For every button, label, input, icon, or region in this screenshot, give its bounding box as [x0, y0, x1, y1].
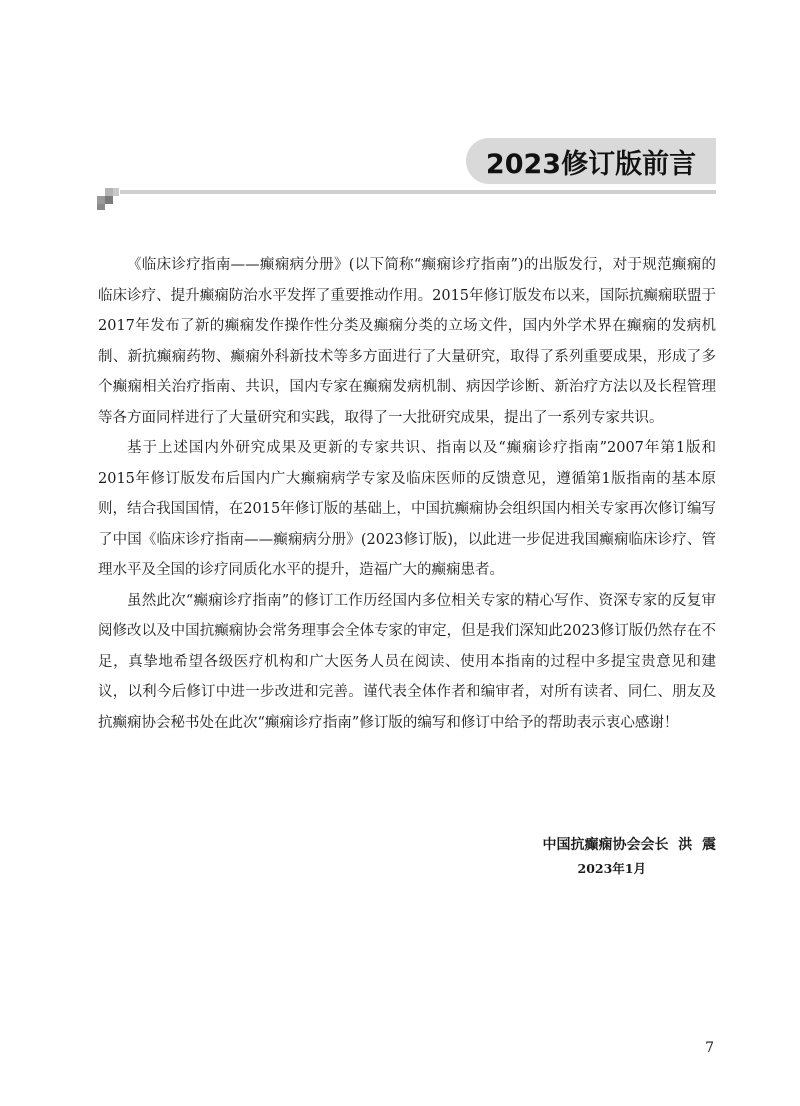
signature-date: 2023年1月: [577, 861, 646, 876]
signature-name: 中国抗癫痫协会会长 洪 震: [542, 837, 716, 853]
paragraph-3: 虽然此次“癫痫诊疗指南”的修订工作历经国内多位相关专家的精心写作、资深专家的反复审阅修改以及中国抗癫痫协会常务理事会全体专家的审定，但是我们深知此2023修订版仍然存在不足，真挚地希望各级医疗机构和广大医务人员在阅读、使用本指南的过程中多提宝贵意见和建议，以利今后修订中进一步改进和完善。谨代表全体作者和编审者，对所有读者、同仁、朋友及抗癫痫协会秘书处在此次“癫痫诊疗指南”修订版的编写和修订中给予的帮助表示衷心感谢！: [98, 592, 716, 731]
paragraph-2: 基于上述国内外研究成果及更新的专家共识、指南以及“癫痫诊疗指南”2007年第1版和2015年修订版发布后国内广大癫痫病学专家及临床医师的反馈意见，遵循第1版指南的基本原则，结合我国国情，在2015年修订版的基础上，中国抗癫痫协会组织国内相关专家再次修订编写了中国《临床诊疗指南——癫痫病分册》(2023修订版)，以此进一步促进我国癫痫临床诊疗、管理水平及全国的诊疗同质化水平的提升，造福广大的癫痫患者。: [98, 440, 716, 578]
preface-heading: 2023修订版前言: [485, 148, 697, 180]
preface-body: [98, 250, 716, 738]
corner-square-ornament-icon: [97, 188, 121, 212]
page-number: 7: [705, 1040, 714, 1056]
preface-heading-banner: [466, 138, 716, 184]
heading-rule: [120, 190, 716, 194]
signature-block: [543, 832, 717, 880]
paragraph-1: 《临床诊疗指南——癫痫病分册》(以下简称“癫痫诊疗指南”)的出版发行，对于规范癫痫的临床诊疗、提升癫痫防治水平发挥了重要推动作用。2015年修订版发布以来，国际抗癫痫联盟于2017年发布了新的癫痫发作操作性分类及癫痫分类的立场文件，国内外学术界在癫痫的发病机制、新抗癫痫药物、癫痫外科新技术等多方面进行了大量研究，取得了系列重要成果，形成了多个癫痫相关治疗指南、共识，国内专家在癫痫发病机制、病因学诊断、新治疗方法以及长程管理等各方面同样进行了大量研究和实践，取得了一大批研究成果，提出了一系列专家共识。: [98, 257, 716, 426]
